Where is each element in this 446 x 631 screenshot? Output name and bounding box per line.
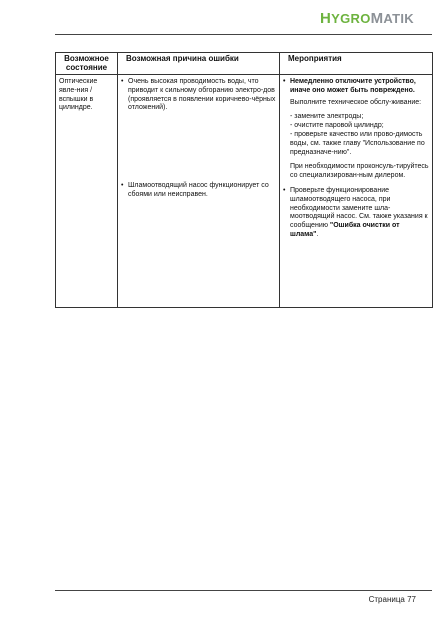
list-item: - замените электроды; <box>290 113 364 121</box>
cause-item: • Шламоотводящий насос функционирует со сбоями или неисправен. <box>121 182 276 200</box>
logo-letter-m: M <box>370 10 384 27</box>
header-cause: Возможная причина ошибки <box>118 53 280 75</box>
list-item: - проверьте качество или прово-димость воды, см. также главу "Использование по предназначе-нию". <box>290 130 425 156</box>
header-rule <box>55 34 432 35</box>
header-actions: Мероприятия <box>280 53 433 75</box>
action-list <box>283 113 429 157</box>
action-check-pump <box>283 187 429 240</box>
check-pump-ref: "Ошибка очистки от шлама" <box>290 222 400 238</box>
state-text: Оптические явле-ния / вспышки в цилиндре. <box>59 78 98 112</box>
page-number: Страница 77 <box>368 595 416 604</box>
table-header-row <box>56 53 433 75</box>
logo-letter-h: H <box>320 10 332 27</box>
logo-text-ygro: YGRO <box>331 11 371 26</box>
action-dealer: При необходимости проконсуль-тируйтесь со специализирован-ным дилером. <box>290 163 429 180</box>
action-maintenance: Выполните техническое обслу-живание: <box>290 98 422 106</box>
troubleshooting-table <box>55 52 433 308</box>
logo-text-atik: ATIK <box>383 11 414 26</box>
hygromatik-logo <box>320 11 432 27</box>
table-row <box>56 75 433 308</box>
check-pump-text: Проверьте функционирование шламоотводящего насоса, при необходимости замените шла-моотводящий насос. См. также указания к сообщению <box>290 186 428 230</box>
cell-causes <box>118 75 280 308</box>
list-item: - очистите паровой цилиндр; <box>290 122 384 130</box>
action-warning: • Немедленно отключите устройство, иначе оно может быть повреждено. <box>283 78 429 96</box>
cell-actions <box>280 75 433 308</box>
check-pump-end: . <box>316 230 319 238</box>
footer-rule <box>55 590 432 591</box>
header-state: Возможное состояние <box>56 53 118 75</box>
cell-state <box>56 75 118 308</box>
cause-item: • Очень высокая проводимость воды, что приводит к сильному обгоранию электро-дов (проявляется в появлении коричнево-чёрных отложений). <box>121 78 276 113</box>
